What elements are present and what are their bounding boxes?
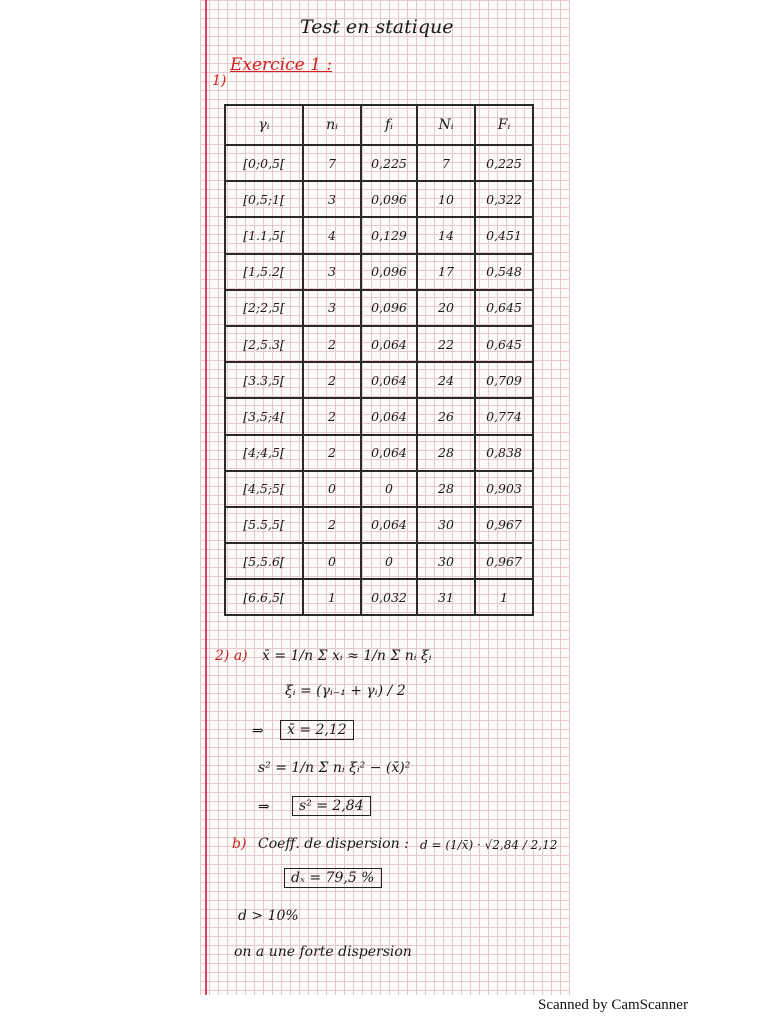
cell-count: 3 [303,254,361,290]
cell-cum-freq: 0,645 [475,326,533,362]
cell-cum-freq: 1 [475,579,533,615]
header-cum-freq: Fᵢ [475,105,533,145]
cell-cum-count: 30 [417,507,475,543]
cell-cum-freq: 0,903 [475,471,533,507]
cell-cum-freq: 0,322 [475,181,533,217]
cell-class: [0,5;1[ [225,181,303,217]
table-row [225,145,533,181]
cell-count: 2 [303,326,361,362]
cell-class: [6.6,5[ [225,579,303,615]
coeff-text: Coeff. de dispersion : [258,836,409,852]
coeff-formula: d = (1/x̄) · √2,84 / 2,12 [420,838,558,852]
cell-cum-count: 14 [417,217,475,253]
mean-result: x̄ = 2,12 [280,720,354,740]
scanner-watermark: Scanned by CamScanner [538,997,688,1013]
table-row [225,217,533,253]
cell-cum-count: 10 [417,181,475,217]
cell-rel-freq: 0 [361,471,417,507]
cell-rel-freq: 0 [361,543,417,579]
arrow-1: ⇒ [252,723,264,739]
part-1-label: 1) [212,73,227,89]
cell-rel-freq: 0,032 [361,579,417,615]
part-2a-label: 2) a) [215,648,248,664]
cell-class: [5,5.6[ [225,543,303,579]
cell-class: [2,5.3[ [225,326,303,362]
cell-class: [3.3,5[ [225,362,303,398]
cell-cum-freq: 0,838 [475,435,533,471]
table-row [225,254,533,290]
cell-count: 3 [303,181,361,217]
table-row [225,579,533,615]
table-header-row [225,105,533,145]
cell-rel-freq: 0,064 [361,435,417,471]
cell-class: [0;0,5[ [225,145,303,181]
header-rel-freq: fᵢ [361,105,417,145]
cell-cum-freq: 0,225 [475,145,533,181]
cell-count: 3 [303,290,361,326]
coeff-result: dₓ = 79,5 % [284,868,382,888]
cell-rel-freq: 0,064 [361,398,417,434]
cell-cum-count: 7 [417,145,475,181]
cell-cum-count: 30 [417,543,475,579]
table-row [225,326,533,362]
table-row [225,181,533,217]
cell-cum-count: 31 [417,579,475,615]
header-cum-count: Nᵢ [417,105,475,145]
cell-class: [4,5;5[ [225,471,303,507]
cell-count: 7 [303,145,361,181]
part-2b-label: b) [232,836,247,852]
cell-count: 4 [303,217,361,253]
cell-rel-freq: 0,096 [361,181,417,217]
cell-cum-count: 24 [417,362,475,398]
cell-cum-count: 17 [417,254,475,290]
header-class: γᵢ [225,105,303,145]
exercise-label: Exercice 1 : [230,55,333,75]
cell-count: 0 [303,543,361,579]
cell-count: 0 [303,471,361,507]
cell-rel-freq: 0,064 [361,507,417,543]
cell-rel-freq: 0,096 [361,254,417,290]
variance-formula: s² = 1/n Σ nᵢ ξᵢ² − (x̄)² [258,760,411,776]
cell-cum-freq: 0,548 [475,254,533,290]
variance-result: s² = 2,84 [292,796,371,816]
cell-class: [1.1,5[ [225,217,303,253]
cell-class: [2;2,5[ [225,290,303,326]
cell-cum-freq: 0,451 [475,217,533,253]
page-title: Test en statique [300,16,454,38]
cell-cum-freq: 0,645 [475,290,533,326]
cell-class: [4;4,5[ [225,435,303,471]
cell-count: 1 [303,579,361,615]
table-row [225,471,533,507]
table-row [225,362,533,398]
cell-cum-freq: 0,967 [475,543,533,579]
header-count: nᵢ [303,105,361,145]
cell-rel-freq: 0,064 [361,326,417,362]
cell-rel-freq: 0,064 [361,362,417,398]
cell-class: [3,5;4[ [225,398,303,434]
cell-count: 2 [303,435,361,471]
comparison: d > 10% [238,908,299,924]
cell-cum-count: 22 [417,326,475,362]
table-row [225,543,533,579]
cell-count: 2 [303,398,361,434]
cell-cum-freq: 0,709 [475,362,533,398]
cell-cum-count: 20 [417,290,475,326]
cell-rel-freq: 0,129 [361,217,417,253]
cell-rel-freq: 0,225 [361,145,417,181]
cell-count: 2 [303,507,361,543]
margin-line [205,0,207,995]
table-row [225,435,533,471]
cell-class: [1,5.2[ [225,254,303,290]
arrow-2: ⇒ [258,799,270,815]
cell-count: 2 [303,362,361,398]
mean-formula: x̄ = 1/n Σ xᵢ ≈ 1/n Σ nᵢ ξᵢ [262,648,432,664]
table-row [225,398,533,434]
frequency-table [224,104,534,616]
cell-cum-freq: 0,774 [475,398,533,434]
xi-formula: ξᵢ = (γᵢ₋₁ + γᵢ) / 2 [285,683,406,699]
conclusion: on a une forte dispersion [234,944,412,960]
cell-cum-count: 28 [417,435,475,471]
cell-class: [5.5,5[ [225,507,303,543]
cell-cum-count: 26 [417,398,475,434]
table-row [225,507,533,543]
cell-cum-count: 28 [417,471,475,507]
cell-rel-freq: 0,096 [361,290,417,326]
cell-cum-freq: 0,967 [475,507,533,543]
table-row [225,290,533,326]
